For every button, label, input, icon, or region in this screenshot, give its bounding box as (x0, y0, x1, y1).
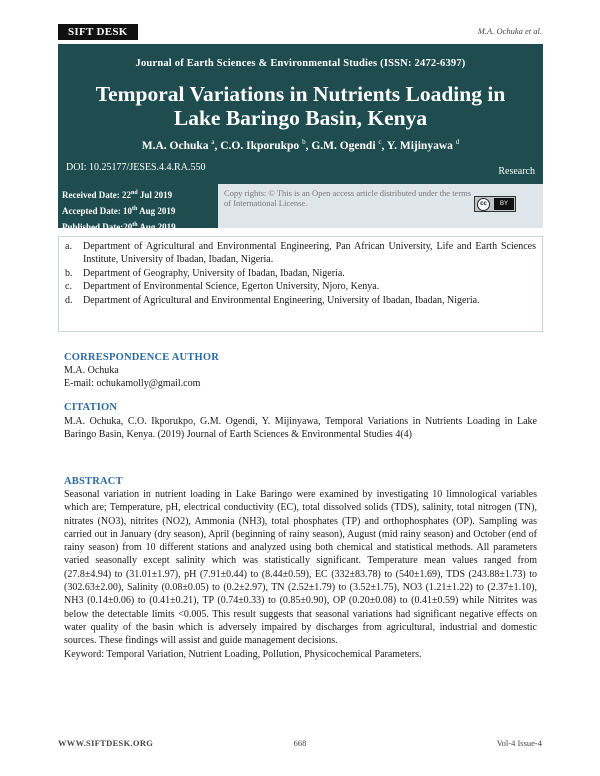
accepted-date: Accepted Date: 10th Aug 2019 (62, 206, 176, 216)
abstract-heading: ABSTRACT (64, 476, 123, 487)
correspondence-body (64, 364, 537, 391)
author-affil-mark: d (455, 138, 460, 146)
author-affil-mark: b (302, 138, 306, 146)
top-bar (58, 24, 542, 40)
cc-by-label: BY (494, 198, 514, 210)
affiliation-item: d. Department of Agricultural and Environmental Engineering, University of Ibadan, Ibadan, Nigeria. (65, 294, 480, 306)
affiliation-item: a. Department of Agricultural and Environmental Engineering, Pan African University, Life and Earth Sciences Institute, University of Ibadan, Ibadan, Nigeria. (65, 241, 536, 266)
keywords: Keyword: Temporal Variation, Nutrient Loading, Pollution, Physicochemical Parameters. (64, 648, 422, 660)
correspondence-heading: CORRESPONDENCE AUTHOR (64, 352, 220, 363)
dates-band (58, 184, 543, 232)
volume-issue: Vol-4 Issue-4 (496, 738, 542, 748)
article-header (58, 44, 543, 184)
citation-text: M.A. Ochuka, C.O. Ikporukpo, G.M. Ogendi, Y. Mijinyawa, Temporal Variations in Nutrients Loading in Lake Baringo Basin, Kenya. (2019) Journal of Earth Sciences & Environmental Studies 4(4) (64, 416, 537, 441)
author-affil-mark: c (378, 138, 382, 146)
page-footer (58, 738, 542, 752)
creative-commons-icon[interactable] (474, 196, 516, 212)
title-line-2: Lake Baringo Basin, Kenya (173, 106, 428, 130)
title-line-1: Temporal Variations in Nutrients Loading in (95, 82, 506, 106)
doi-link[interactable]: DOI: 10.25177/JESES.4.4.RA.550 (66, 162, 206, 173)
abstract-body (64, 488, 537, 661)
abstract-text: Seasonal variation in nutrient loading in Lake Baringo were examined by investigating 10 limnological variables which are; Temperature, pH, electrical conductivity (EC), total dissolved solids (TDS), salinity, total nitrogen (TN), nitrates (NO3), nitrites (NO2), Ammonia (NH3), total phosphates (TP) and orthophosphates (OP). Sampling was carried out in January (dry season), April (beginning of rainy season), August (mid rainy season) and October (end of rainy season) from 10 different stations and analyzed using both chemical and statistical methods. All parameters varied seasonally except salinity which was statistically significant. Temperature mean values ranged from (27.8±4.94) to (31.01±1.97), pH (7.91±0.44) to (8.44±0.59), EC (332±83.78) to (540±1.69), TDS (243.88±1.73) to (302.63±2.00), Salinity (0.08±0.05) to (0.2±2.97), TN (2.52±1.79) to (3.52±1.75), NO3 (1.21±1.22) to (2.37±1.10), NH3 (0.14±0.06) to (0.41±0.21), TP (0.74±0.33) to (0.85±0.90), OP (0.20±0.08) to (0.41±0.59) while Nitrites was below the detectable limits <0.005. This result suggests that seasonal variations had significant negative effects on water quality of the basin which is adversely impaired by discharges from agricultural, industrial and domestic sources. These findings will assist and guide management decisions. (64, 489, 537, 647)
author-name: M.A. Ochuka (141, 139, 209, 152)
author-list: M.A. Ochuka $^a$, C.O. Ikporukpo $^b$, G.M. Ogendi $^c$, Y. Mijinyawa $^d$ (141, 138, 460, 152)
footer-website[interactable]: WWW.SIFTDESK.ORG (58, 738, 154, 748)
affiliation-item: c. Department of Environmental Science, Egerton University, Njoro, Kenya. (65, 281, 380, 293)
author-name: Y. Mijinyawa (386, 139, 453, 152)
correspondence-email[interactable]: E-mail: ochukamolly@gmail.com (64, 378, 201, 390)
copyright-notice: Copy rights: © This is an Open access article distributed under the terms of International License. (224, 188, 472, 208)
publisher-brand: SIFT DESK (58, 24, 138, 40)
affiliation-item: b. Department of Geography, University of Ibadan, Ibadan, Nigeria. (65, 267, 345, 279)
running-author: M.A. Ochuka et al. (477, 26, 542, 36)
received-date: Received Date: 22nd Jul 2019 (62, 190, 173, 200)
author-name: C.O. Ikporukpo (220, 139, 300, 152)
article-type: Research (498, 166, 535, 177)
article-title (58, 82, 543, 130)
journal-name: Journal of Earth Sciences & Environmental Studies (ISSN: 2472-6397) (135, 58, 466, 69)
page-number: 668 (293, 738, 307, 748)
author-affil-mark: a (211, 138, 215, 146)
citation-heading: CITATION (64, 402, 118, 413)
published-date: Published Date:20th Aug 2019 (62, 222, 176, 232)
author-name: G.M. Ogendi (311, 139, 376, 152)
correspondence-name: M.A. Ochuka (64, 365, 119, 376)
affiliations-box (58, 236, 543, 332)
article-dates (58, 184, 218, 232)
cc-circle: cc (477, 198, 490, 211)
